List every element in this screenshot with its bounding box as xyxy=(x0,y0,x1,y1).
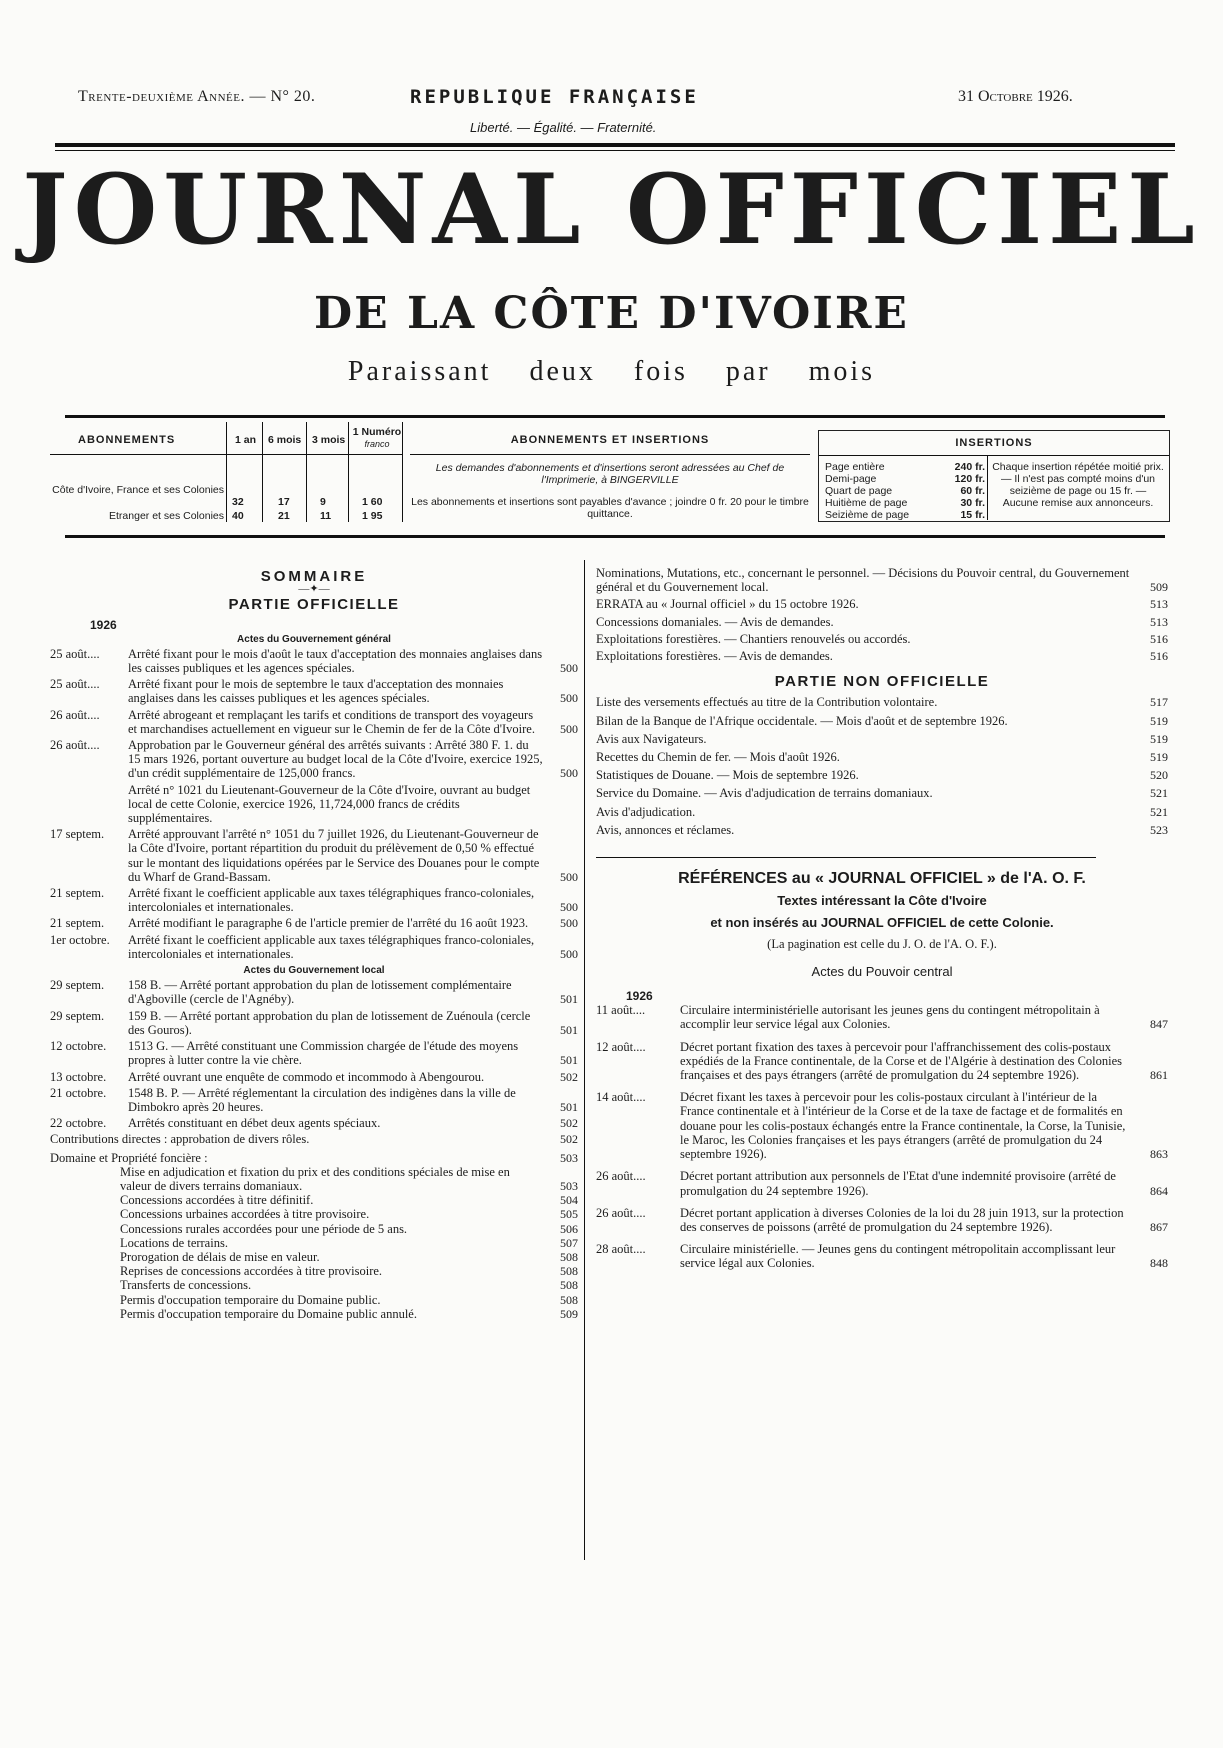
partie-officielle-heading: PARTIE OFFICIELLE xyxy=(228,596,400,614)
entry-page: 502 xyxy=(560,1116,578,1131)
issue-date: 31 Octobre 1926. xyxy=(958,88,1073,105)
entry-text: Décret portant attribution aux personnels de l'Etat d'une indemnité provisoire (arrêté de promulgation du 24 septembre 1926). xyxy=(680,1169,1116,1198)
domaine-item xyxy=(120,1250,578,1264)
rate-label: Huitième de page xyxy=(825,497,908,509)
contributions-page: 502 xyxy=(560,1132,578,1147)
rate-row xyxy=(825,509,985,521)
non-official-entry xyxy=(596,805,1168,819)
row1-3mois: 9 xyxy=(320,496,326,508)
entry-date: 21 septem. xyxy=(50,916,105,931)
entry-page: 500 xyxy=(560,916,578,931)
entry-text: Permis d'occupation temporaire du Domaine public annulé. xyxy=(120,1306,417,1321)
col-6mois: 6 mois xyxy=(268,434,302,446)
row2-label: Etranger et ses Colonies xyxy=(109,510,224,522)
entry-text: Décret portant application à diverses Colonies de la loi du 28 juin 1913, sur la protection des conserves de poissons (arrêté de promulgation du 24 septembre 1926). xyxy=(680,1205,1124,1234)
entry-text: Mise en adjudication et fixation du prix et des conditions spéciales de mise en valeur de divers terrains domaniaux. xyxy=(120,1164,510,1193)
ref-year-label: 1926 xyxy=(626,989,653,1004)
references-sub-2: et non insérés au JOURNAL OFFICIEL de cette Colonie. xyxy=(710,915,1054,931)
non-official-entries-list xyxy=(596,695,1168,837)
entry-text: Avis aux Navigateurs. xyxy=(596,731,707,746)
entry-text: Avis d'adjudication. xyxy=(596,804,696,819)
insertions-heading: INSERTIONS xyxy=(955,437,1033,449)
entry-page: 521 xyxy=(1150,786,1168,801)
references-title: RÉFÉRENCES au « JOURNAL OFFICIEL » de l'A. O. F. xyxy=(678,870,1086,888)
entry-page: 504 xyxy=(560,1193,578,1208)
entry-date: 22 octobre. xyxy=(50,1116,107,1131)
entry-text: Exploitations forestières. — Chantiers renouvelés ou accordés. xyxy=(596,631,911,646)
non-official-entry xyxy=(596,786,1168,800)
rate-row xyxy=(825,497,985,509)
sommaire-title: SOMMAIRE xyxy=(260,568,368,585)
row2-6mois: 21 xyxy=(278,510,290,522)
official-entry xyxy=(596,566,1168,594)
insertions-vline xyxy=(987,456,988,520)
box-bottom-rule xyxy=(65,535,1165,538)
entry-page: 502 xyxy=(560,1069,578,1084)
entry-page: 519 xyxy=(1150,713,1168,728)
entry-page: 513 xyxy=(1150,614,1168,629)
rate-row xyxy=(825,485,985,497)
entry-text: Arrêté approuvant l'arrêté n° 1051 du 7 juillet 1926, du Lieutenant-Gouverneur de la Côte d'Ivoire, portant répartition du produit du prélèvement de 0,50 % effectué sur le montant des liquidations opérées par le Service des Douanes pour le compte du Wharf de Grand-Bassam. xyxy=(128,827,540,884)
entry-page: 519 xyxy=(1150,750,1168,765)
rate-label: Seizième de page xyxy=(825,509,910,521)
entry-text: Nominations, Mutations, etc., concernant le personnel. — Décisions du Pouvoir central, du Gouvernement général et du Gouvernement local. xyxy=(596,566,1130,595)
rate-price: 30 fr. xyxy=(960,497,985,509)
entry-page: 521 xyxy=(1150,804,1168,819)
entry-page: 519 xyxy=(1150,731,1168,746)
entry-date: 29 septem. xyxy=(50,978,105,993)
entry-page: 508 xyxy=(560,1278,578,1293)
domaine-item xyxy=(120,1264,578,1278)
entry-page: 520 xyxy=(1150,768,1168,783)
entry-date: 26 août.... xyxy=(50,707,100,722)
entry-date: 26 août.... xyxy=(50,738,100,753)
motto: Liberté. — Égalité. — Fraternité. xyxy=(470,120,657,135)
entry-date: 12 août.... xyxy=(596,1039,646,1054)
entry-page: 500 xyxy=(560,661,578,676)
entry-date: 28 août.... xyxy=(596,1242,646,1257)
subscriptions-info xyxy=(410,422,810,527)
entry-page: 501 xyxy=(560,1099,578,1114)
reference-entry xyxy=(596,1206,1168,1234)
rate-price: 240 fr. xyxy=(954,461,985,473)
ornament: —✦— xyxy=(298,583,330,596)
references-list xyxy=(596,1003,1168,1270)
col-numero-sub: franco xyxy=(364,439,390,449)
entry-date: 21 octobre. xyxy=(50,1085,107,1100)
row2-3mois: 11 xyxy=(320,510,332,522)
local-act-entry xyxy=(50,1086,578,1114)
entry-page: 509 xyxy=(560,1306,578,1321)
row1-numero: 1 60 xyxy=(362,496,383,508)
domaine-text: Domaine et Propriété foncière : xyxy=(50,1150,208,1165)
col-numero: 1 Numéro xyxy=(352,426,402,438)
entry-page: 516 xyxy=(1150,631,1168,646)
entry-page: 847 xyxy=(1150,1017,1168,1032)
general-act-entry xyxy=(50,827,578,884)
entry-text: Reprises de concessions accordées à titre provisoire. xyxy=(120,1264,383,1279)
col-3mois: 3 mois xyxy=(312,434,346,446)
entry-text: 1513 G. — Arrêté constituant une Commission chargée de l'étude des moyens propres à lutter contre la vie chère. xyxy=(128,1039,519,1068)
rate-price: 15 fr. xyxy=(960,509,985,521)
entry-text: Concessions urbaines accordées à titre provisoire. xyxy=(120,1207,370,1222)
entry-text: Circulaire ministérielle. — Jeunes gens du contingent métropolitain accomplissant leur service légal aux Colonies. xyxy=(680,1242,1116,1271)
general-act-entry xyxy=(50,916,578,930)
entry-page: 864 xyxy=(1150,1183,1168,1198)
official-entry xyxy=(596,632,1168,646)
entry-text: Circulaire interministérielle autorisant les jeunes gens du contingent métropolitain à accomplir leur service légal aux Colonies. xyxy=(680,1003,1100,1032)
partie-non-officielle-heading: PARTIE NON OFFICIELLE xyxy=(774,673,990,691)
domaine-list xyxy=(50,1165,578,1321)
entry-page: 508 xyxy=(560,1264,578,1279)
table-vline xyxy=(226,422,227,522)
entry-text: Arrêté abrogeant et remplaçant les tarifs et conditions de transport des voyageurs et marchandises actuellement en vigueur sur le Chemin de fer de la Côte d'Ivoire. xyxy=(128,707,535,736)
references-note: (La pagination est celle du J. O. de l'A. O. F.). xyxy=(767,936,997,951)
entry-page: 503 xyxy=(560,1178,578,1193)
local-acts-list xyxy=(50,978,578,1130)
entry-text: Arrêté fixant le coefficient applicable aux taxes télégraphiques franco-coloniales, intercoloniales et internationales. xyxy=(128,932,535,961)
entry-page: 507 xyxy=(560,1235,578,1250)
entry-text: Prorogation de délais de mise en valeur. xyxy=(120,1249,320,1264)
rate-price: 60 fr. xyxy=(960,485,985,497)
entry-text: Arrêté fixant pour le mois d'août le taux d'acceptation des monnaies anglaises dans les caisses publiques et les agences spéciales. xyxy=(128,646,543,676)
entry-text: Arrêtés constituant en débet deux agents spéciaux. xyxy=(128,1116,381,1131)
actes-general-heading: Actes du Gouvernement général xyxy=(237,633,391,645)
insertions-divider xyxy=(819,455,1169,456)
entry-page: 863 xyxy=(1150,1147,1168,1162)
subscriptions-box xyxy=(50,422,1172,532)
reference-entry xyxy=(596,1090,1168,1161)
entry-page: 501 xyxy=(560,992,578,1007)
non-official-entry xyxy=(596,732,1168,746)
entry-page: 501 xyxy=(560,1053,578,1068)
entry-text: Concessions domaniales. — Avis de demandes. xyxy=(596,614,834,629)
entry-page: 505 xyxy=(560,1207,578,1222)
domaine-item xyxy=(120,1193,578,1207)
row2-numero: 1 95 xyxy=(362,510,383,522)
non-official-entry xyxy=(596,695,1168,709)
local-act-entry xyxy=(50,1070,578,1084)
entry-date: 13 octobre. xyxy=(50,1069,107,1084)
column-divider xyxy=(584,560,585,1560)
republic-heading: REPUBLIQUE FRANÇAISE xyxy=(410,86,699,108)
row1-6mois: 17 xyxy=(278,496,290,508)
middle-heading: ABONNEMENTS ET INSERTIONS xyxy=(510,434,710,446)
official-entry xyxy=(596,649,1168,663)
domaine-item xyxy=(120,1222,578,1236)
entry-page: 867 xyxy=(1150,1219,1168,1234)
entry-date: 26 août.... xyxy=(596,1205,646,1220)
domaine-item xyxy=(120,1165,578,1193)
entry-text: Liste des versements effectués au titre de la Contribution volontaire. xyxy=(596,695,938,710)
domaine-item xyxy=(120,1293,578,1307)
middle-text-2: Les abonnements et insertions sont payables d'avance ; joindre 0 fr. 20 pour le timbre quittance. xyxy=(411,496,809,520)
col-1an: 1 an xyxy=(235,434,257,446)
local-act-entry xyxy=(50,1039,578,1067)
entry-page: 500 xyxy=(560,869,578,884)
entry-text: Décret portant fixation des taxes à percevoir pour l'affranchissement des colis-postaux expédiés de la France continentale, de la Corse et de l'Algérie à destination des Colonies françaises et des pays étrangers (arrêté de promulgation du 24 septembre 1926). xyxy=(680,1039,1123,1083)
reference-entry xyxy=(596,1003,1168,1031)
entry-page: 513 xyxy=(1150,597,1168,612)
subscription-rates-table xyxy=(50,422,400,527)
table-vline xyxy=(348,422,349,522)
entry-text: Décret fixant les taxes à percevoir pour les colis-postaux circulant à l'intérieur de la France continentale et à l'intérieur de la Corse et de la taxe de factage et de formalités en douane pour les colis-postaux échangés entre la France continentale, la Corse, la Tunisie, le Maroc, les Colonies françaises et les pays étrangers (arrêté de promulgation du 24 septembre 1926). xyxy=(680,1090,1126,1162)
journal-subtitle: DE LA CÔTE D'IVOIRE xyxy=(314,288,909,339)
table-vline xyxy=(262,422,263,522)
entry-page: 500 xyxy=(560,691,578,706)
year-label: 1926 xyxy=(90,618,117,633)
entry-text: 159 B. — Arrêté portant approbation du plan de lotissement de Zuénoula (cercle des Gouros). xyxy=(128,1008,531,1037)
general-act-entry xyxy=(50,677,578,705)
local-act-entry xyxy=(50,978,578,1006)
domaine-item xyxy=(120,1307,578,1321)
entry-page: 509 xyxy=(1150,580,1168,595)
entry-page: 517 xyxy=(1150,695,1168,710)
entry-page: 516 xyxy=(1150,649,1168,664)
official-entries-list xyxy=(596,566,1168,663)
actes-pouvoir-heading: Actes du Pouvoir central xyxy=(811,963,953,979)
entry-page: 848 xyxy=(1150,1256,1168,1271)
entry-text: Arrêté ouvrant une enquête de commodo et incommodo à Abengourou. xyxy=(128,1069,485,1084)
entry-text: Exploitations forestières. — Avis de demandes. xyxy=(596,649,833,664)
journal-title: JOURNAL OFFICIEL xyxy=(22,153,1201,266)
entry-date: 29 septem. xyxy=(50,1008,105,1023)
general-act-entry xyxy=(50,708,578,736)
local-act-entry xyxy=(50,1116,578,1130)
entry-date: 25 août.... xyxy=(50,677,100,692)
general-act-entry xyxy=(50,647,578,675)
sommaire-column xyxy=(50,570,578,1321)
non-official-entry xyxy=(596,768,1168,782)
entry-text: Approbation par le Gouverneur général des arrêtés suivants : Arrêté 380 F. 1. du 15 mars 1926, portant ouverture au budget local de la Côte d'Ivoire, exercice 1925, d'un crédit supplémentaire de 125,000 francs. xyxy=(128,738,543,781)
top-rule-thin xyxy=(55,150,1175,151)
domaine-page: 503 xyxy=(560,1150,578,1165)
official-entry xyxy=(596,597,1168,611)
rate-label: Quart de page xyxy=(825,485,893,497)
contributions-entry xyxy=(50,1132,578,1146)
general-act-entry xyxy=(50,886,578,914)
actes-local-heading: Actes du Gouvernement local xyxy=(243,965,385,977)
entry-text: Permis d'occupation temporaire du Domaine public. xyxy=(120,1292,381,1307)
references-sub-1: Textes intéressant la Côte d'Ivoire xyxy=(777,893,987,909)
entry-date: 11 août.... xyxy=(596,1003,646,1018)
entry-date: 1er octobre. xyxy=(50,932,110,947)
row1-1an: 32 xyxy=(232,496,244,508)
entry-page: 501 xyxy=(560,1022,578,1037)
reference-entry xyxy=(596,1040,1168,1083)
entry-page: 523 xyxy=(1150,822,1168,837)
domaine-entry xyxy=(50,1151,578,1165)
right-column xyxy=(596,566,1168,1279)
reference-entry xyxy=(596,1242,1168,1270)
general-act-entry xyxy=(50,738,578,781)
general-act-entry xyxy=(50,933,578,961)
entry-date: 12 octobre. xyxy=(50,1039,107,1054)
issue-info: Trente-deuxième Année. — N° 20. xyxy=(78,88,316,105)
insertion-rates xyxy=(825,461,985,521)
entry-text: Service du Domaine. — Avis d'adjudication de terrains domaniaux. xyxy=(596,786,933,801)
row2-1an: 40 xyxy=(232,510,244,522)
reference-entry xyxy=(596,1169,1168,1197)
entry-date: 25 août.... xyxy=(50,646,100,661)
contributions-text: Contributions directes : approbation de divers rôles. xyxy=(50,1132,310,1147)
non-official-entry xyxy=(596,714,1168,728)
entry-text: Bilan de la Banque de l'Afrique occidentale. — Mois d'août et de septembre 1926. xyxy=(596,713,1008,728)
entry-text: Avis, annonces et réclames. xyxy=(596,822,735,837)
rate-row xyxy=(825,461,985,473)
domaine-item xyxy=(120,1236,578,1250)
entry-page: 508 xyxy=(560,1249,578,1264)
general-acts-list xyxy=(50,647,578,961)
entry-date: 26 août.... xyxy=(596,1169,646,1184)
entry-page: 861 xyxy=(1150,1068,1168,1083)
entry-page: 506 xyxy=(560,1221,578,1236)
entry-date: 21 septem. xyxy=(50,886,105,901)
top-rule xyxy=(55,143,1175,147)
official-entry xyxy=(596,615,1168,629)
local-act-entry xyxy=(50,1009,578,1037)
row1-label: Côte d'Ivoire, France et ses Colonies xyxy=(52,484,224,496)
non-official-entry xyxy=(596,750,1168,764)
rate-row xyxy=(825,473,985,485)
entry-text: Arrêté fixant le coefficient applicable aux taxes télégraphiques franco-coloniales, intercoloniales et internationales. xyxy=(128,886,535,915)
domaine-item xyxy=(120,1278,578,1292)
box-top-rule xyxy=(65,415,1165,418)
entry-text: Arrêté n° 1021 du Lieutenant-Gouverneur de la Côte d'Ivoire, ouvrant au budget local de cette Colonie, exercice 1926, 11,724,000 francs de crédits supplémentaires. xyxy=(128,782,531,826)
general-act-entry xyxy=(50,783,578,826)
journal-tagline: Paraissant deux fois par mois xyxy=(347,356,876,387)
entry-page: 500 xyxy=(560,721,578,736)
middle-text-1: Les demandes d'abonnements et d'insertions seront adressées au Chef de l'Imprimerie, à BINGERVILLE xyxy=(435,462,785,486)
entry-text: Recettes du Chemin de fer. — Mois d'août 1926. xyxy=(596,750,840,765)
entry-text: 158 B. — Arrêté portant approbation du plan de lotissement complémentaire d'Agboville (cercle de l'Agnéby). xyxy=(128,978,512,1007)
entry-text: 1548 B. P. — Arrêté réglementant la circulation des indigènes dans la ville de Dimbokro après 20 heures. xyxy=(128,1085,516,1114)
rate-label: Demi-page xyxy=(825,473,877,485)
entry-date: 17 septem. xyxy=(50,827,105,842)
entry-page: 508 xyxy=(560,1292,578,1307)
rate-price: 120 fr. xyxy=(954,473,985,485)
non-official-entry xyxy=(596,823,1168,837)
domaine-item xyxy=(120,1207,578,1221)
table-vline xyxy=(402,422,403,522)
entry-text: Arrêté fixant pour le mois de septembre le taux d'acceptation des monnaies anglaises dans les caisses publiques et les agences spéciales. xyxy=(128,677,504,706)
entry-page: 500 xyxy=(560,766,578,781)
entry-date: 14 août.... xyxy=(596,1090,646,1105)
entry-page: 500 xyxy=(560,946,578,961)
entry-text: Locations de terrains. xyxy=(120,1235,228,1250)
subscriptions-heading: ABONNEMENTS xyxy=(78,434,176,446)
entry-text: Concessions rurales accordées pour une période de 5 ans. xyxy=(120,1221,408,1236)
entry-text: Concessions accordées à titre définitif. xyxy=(120,1193,314,1208)
entry-text: Statistiques de Douane. — Mois de septembre 1926. xyxy=(596,768,859,783)
middle-divider xyxy=(410,454,810,455)
rate-label: Page entière xyxy=(825,461,885,473)
insertions-note: Chaque insertion répétée moitié prix. — Il n'est pas compté moins d'un seizième de page ou 15 fr. — Aucune remise aux annonceurs. xyxy=(992,461,1164,509)
insertions-box xyxy=(818,430,1170,522)
table-vline xyxy=(306,422,307,522)
entry-text: ERRATA au « Journal officiel » du 15 octobre 1926. xyxy=(596,597,859,612)
entry-text: Arrêté modifiant le paragraphe 6 de l'article premier de l'arrêté du 16 août 1923. xyxy=(128,916,529,931)
references-rule xyxy=(596,857,1096,858)
entry-text: Transferts de concessions. xyxy=(120,1278,252,1293)
entry-page: 500 xyxy=(560,900,578,915)
